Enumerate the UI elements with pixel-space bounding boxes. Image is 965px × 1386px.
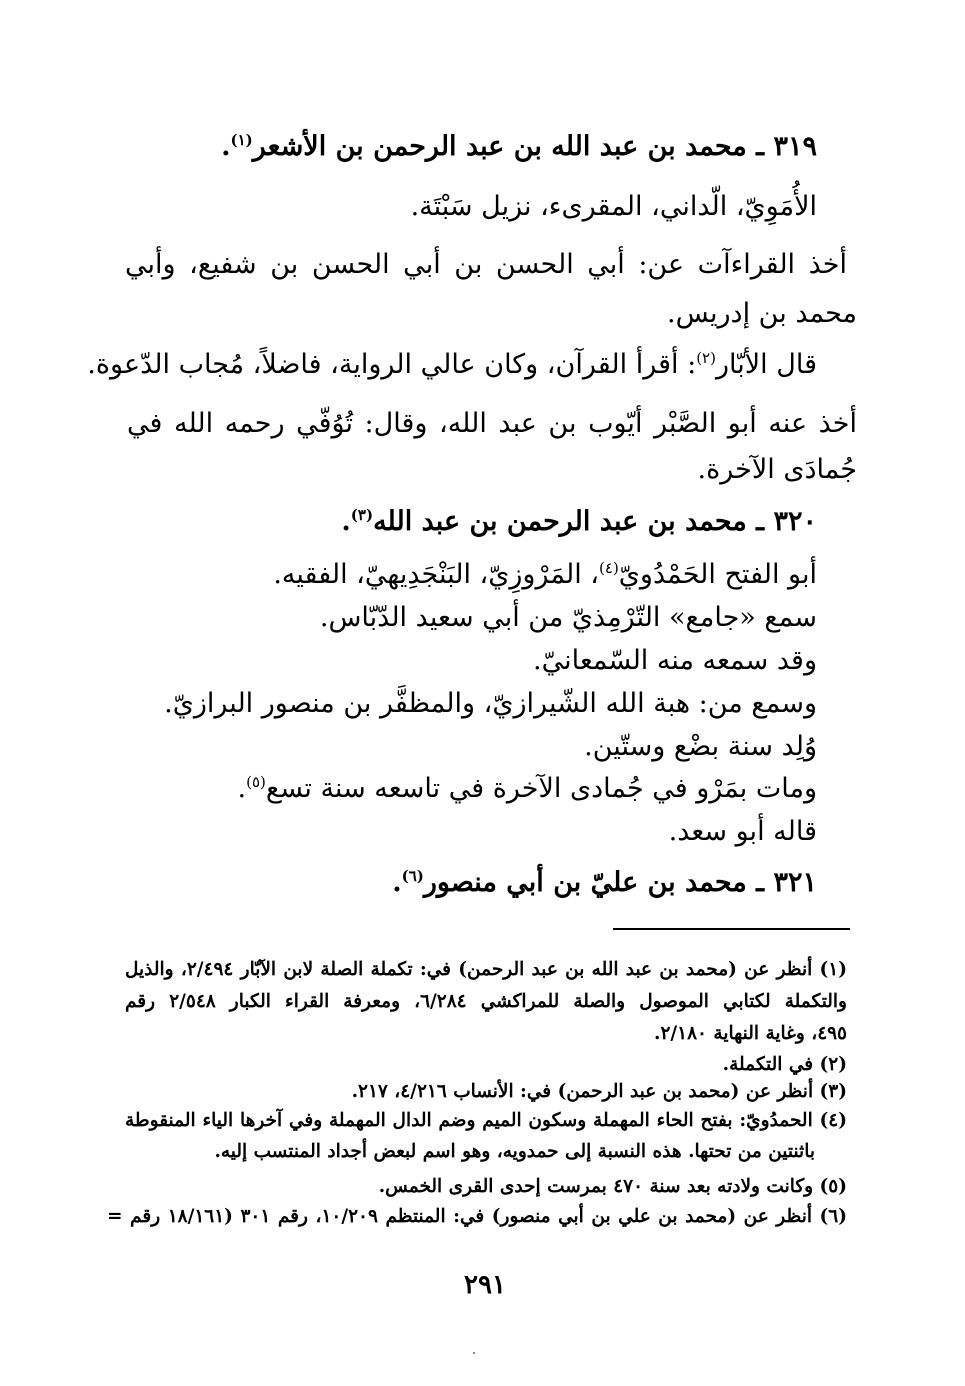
footnote-line: (٢) في التكملة. <box>722 1054 847 1075</box>
footnote-ref: (٦) <box>401 867 424 885</box>
death-text: ومات بمَرْو في جُمادى الآخرة في تاسعه سنة تسع <box>265 773 817 804</box>
death-period: . <box>237 773 247 804</box>
footnote-ref: (٢) <box>696 349 716 367</box>
body-line: محمد بن إدريس. <box>667 298 857 329</box>
footnote-ref: (٥) <box>246 773 266 791</box>
body-line: جُمادَى الآخرة. <box>697 454 857 485</box>
qal-prefix: قال <box>767 349 817 380</box>
body-line: الأُمَوِيّ، الّداني، المقرىء، نزيل سَبْتَة. <box>410 191 817 222</box>
footnote-line: (٤) الحمدُويّ: بفتح الحاء المهملة وسكون الميم وضم الدال المهملة وفي آخرها الياء المنقوطة <box>125 1110 847 1131</box>
body-line: قاله أبو سعد. <box>668 816 817 847</box>
footnote-line: (٦) أنظر عن (محمد بن علي بن أبي منصور) في: المنتظم ١٠/٢٠٩، رقم ٣٠١ (١٨/١٦١ رقم = <box>107 1206 847 1227</box>
qal-text: : أقرأ القرآن، وكان عالي الرواية، فاضلاً، مُجاب الدّعوة. <box>87 349 697 380</box>
body-line: وسمع من: هبة الله الشّيرازيّ، والمظفَّر بن منصور البرازيّ. <box>164 688 817 719</box>
footnote-line: (١) أنظر عن (محمد بن عبد الله بن عبد الرحمن) في: تكملة الصلة لابن الآبّار ٢/٤٩٤، والذيل <box>125 959 847 980</box>
body-line <box>87 348 817 382</box>
footnote-line: باثنتين من تحتها. هذه النسبة إلى حمدويه، وهو اسم لبعض أجداد المنتسب إليه. <box>214 1141 815 1162</box>
footnote-separator <box>613 928 850 930</box>
heading-period: . <box>341 506 351 537</box>
heading-period: . <box>392 867 402 898</box>
footnote-line: (٥) وكانت ولادته بعد سنة ٤٧٠ بمرست إحدى القرى الخمس. <box>378 1176 847 1197</box>
heading-period: . <box>221 131 231 162</box>
scan-speck <box>473 1352 475 1354</box>
footnote-ref: (٤) <box>599 559 619 577</box>
page-number: ٢٩١ <box>464 1270 506 1300</box>
body-line <box>273 558 817 592</box>
entry-heading-321 <box>392 866 817 900</box>
entry-heading-text: ٣١٩ ـ محمد بن عبد الله بن عبد الرحمن بن الأشعر <box>252 131 817 162</box>
qal-source: الأبّار <box>715 349 768 380</box>
entry-heading-320 <box>341 505 817 539</box>
nisba-a: أبو الفتح الحَمْدُويّ <box>618 559 817 590</box>
entry-heading-319 <box>221 130 817 164</box>
body-line: سمع «جامع» التّرْمِذيّ من أبي سعيد الدّبّاس. <box>319 602 817 633</box>
footnote-line: (٣) أنظر عن (محمد بن عبد الرحمن) في: الأنساب ٤/٢١٦، ٢١٧. <box>351 1081 847 1102</box>
entry-heading-text: ٣٢١ ـ محمد بن عليّ بن أبي منصور <box>423 867 817 898</box>
body-line: أخذ عنه أبو الصَّبْر أيّوب بن عبد الله، وقال: تُوُفّي رحمه الله في <box>127 408 857 439</box>
footnote-line: والتكملة لكتابي الموصول والصلة للمراكشي ٦/٢٨٤، ومعرفة القراء الكبار ٢/٥٤٨ رقم <box>125 991 847 1012</box>
body-line <box>238 772 817 806</box>
body-line: وُلِد سنة بضْع وستّين. <box>584 731 817 762</box>
entry-heading-text: ٣٢٠ ـ محمد بن عبد الرحمن بن عبد الله <box>373 506 817 537</box>
footnote-ref: (٣) <box>350 506 374 524</box>
body-line: وقد سمعه منه السّمعانيّ. <box>533 645 817 676</box>
footnote-ref: (١) <box>230 131 253 149</box>
footnote-line: ٤٩٥، وغاية النهاية ٢/١٨٠. <box>654 1023 847 1044</box>
nisba-b: ، المَرْوزِيّ، البَنْجَدِيهيّ، الفقيه. <box>273 559 600 590</box>
body-line: أخذ القراءآت عن: أبي الحسن بن أبي الحسن بن شفيع، وأبي <box>125 249 847 280</box>
